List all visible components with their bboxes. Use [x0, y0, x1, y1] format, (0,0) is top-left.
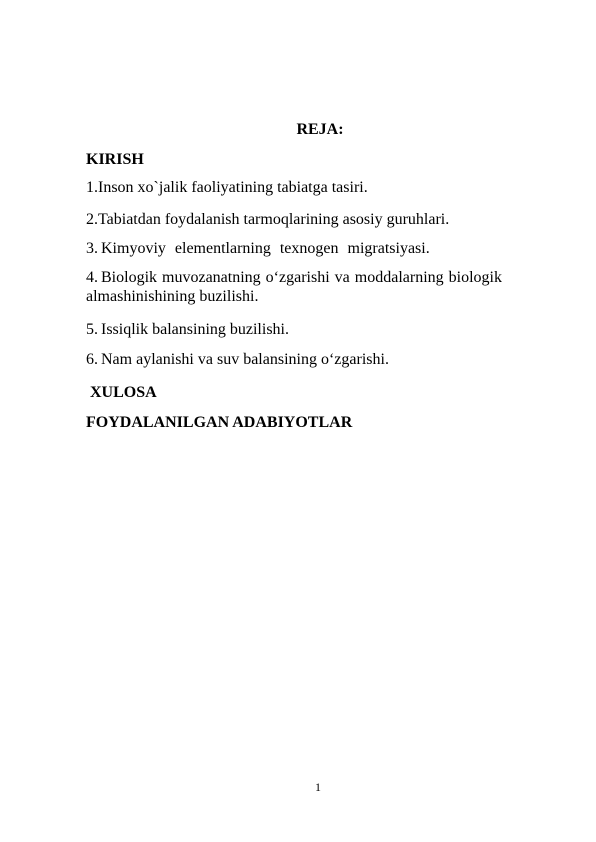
list-item: [86, 350, 506, 369]
item-number: 6.: [86, 351, 98, 368]
conclusion-heading: XULOSA: [90, 384, 157, 401]
item-number: 3.: [86, 240, 98, 257]
page-number: 1: [315, 780, 321, 794]
document-title: REJA:: [296, 121, 344, 138]
item-number: 2.: [86, 211, 98, 228]
item-text: Biologik muvozanatning o‘zgarishi va moddalarning biologik almashinishining buzilishi.: [86, 269, 502, 305]
item-number: 1.: [86, 179, 98, 196]
item-text: Inson xo`jalik faoliyatining tabiatga tasiri.: [98, 179, 368, 196]
intro-heading: KIRISH: [86, 151, 144, 168]
item-number: 4.: [86, 269, 98, 286]
list-item: [86, 320, 506, 339]
item-text: Tabiatdan foydalanish tarmoqlarining asosiy guruhlari.: [98, 211, 450, 228]
list-item: [86, 210, 506, 229]
item-text: Nam aylanishi va suv balansining o‘zgarishi.: [101, 351, 389, 368]
item-number: 5.: [86, 321, 98, 338]
list-item: [86, 268, 502, 306]
item-text: Issiqlik balansining buzilishi.: [101, 321, 289, 338]
item-text: Kimyoviy elementlarning texnogen migratsiyasi.: [101, 240, 430, 257]
references-heading: FOYDALANILGAN ADABIYOTLAR: [86, 414, 353, 431]
list-item: [86, 239, 506, 258]
list-item: [86, 178, 506, 197]
